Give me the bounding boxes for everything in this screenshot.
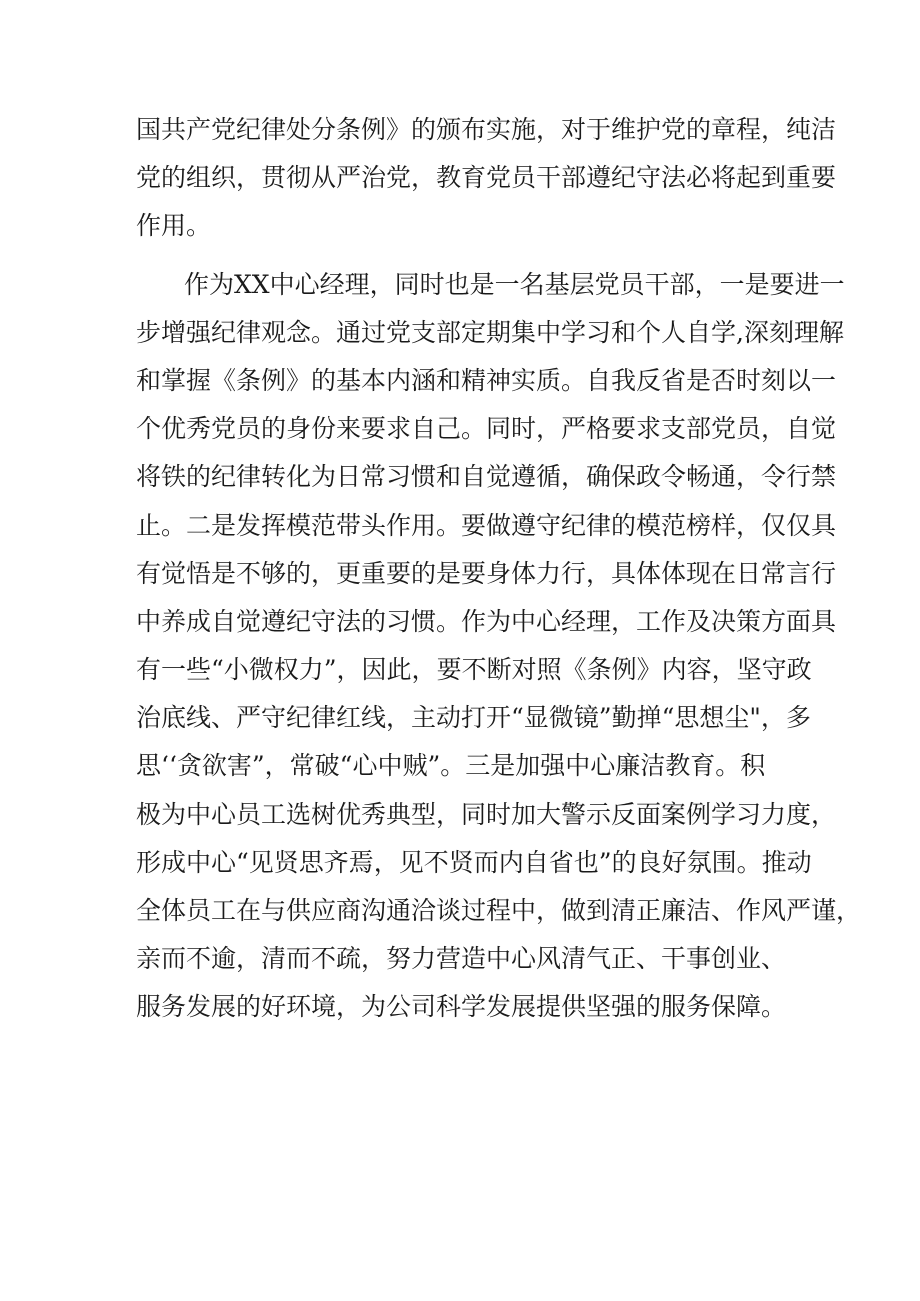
document-body [136, 106, 862, 1032]
text-line: 党的组织，贯彻从严治党，教育党员干部遵纪守法必将起到重要 [136, 163, 837, 193]
text-line: 国共产党纪律处分条例》的颁布实施，对于维护党的章程，纯洁 [136, 115, 837, 144]
text-line: 个优秀党员的身份来要求自己。同时，严格要求支部党员，自觉 [136, 414, 837, 444]
text-line: 思‘‘贪欲害”，常破“心中贼”。三是加强中心廉洁教育。积 [136, 751, 766, 781]
text-line: 作为XX中心经理，同时也是一名基层党员干部，一是要进一 [184, 269, 845, 299]
text-line: 有一些“小微权力”，因此，要不断对照《条例》内容，坚守政 [136, 655, 812, 685]
text-line: 全体员工在与供应商沟通洽谈过程中，做到清正廉洁、作风严谨， [136, 896, 862, 925]
text-line: 和掌握《条例》的基本内涵和精神实质。自我反省是否时刻以一 [136, 365, 837, 395]
paragraph-1 [136, 106, 837, 251]
text-line: 止。二是发挥模范带头作用。要做遵守纪律的模范榜样，仅仅具 [136, 510, 837, 540]
text-line: 形成中心“见贤思齐焉，见不贤而内自省也”的良好氛围。推动 [136, 847, 812, 877]
paragraph-2 [136, 261, 862, 1032]
text-line: 将铁的纪律转化为日常习惯和自觉遵循，确保政令畅通，令行禁 [136, 462, 837, 492]
text-line: 极为中心员工选树优秀典型，同时加大警示反面案例学习力度， [136, 799, 837, 829]
text-line: 有觉悟是不够的，更重要的是要身体力行，具体体现在日常言行 [136, 558, 837, 588]
text-line: 服务发展的好环境，为公司科学发展提供坚强的服务保障。 [136, 992, 787, 1022]
text-line: 作用。 [136, 211, 212, 241]
text-line: 亲而不逾，清而不疏，努力营造中心风清气正、干事创业、 [136, 944, 787, 974]
text-line: 治底线、严守纪律红线，主动打开“显微镜”勤掸“思想尘"，多 [136, 703, 811, 733]
text-line: 步增强纪律观念。通过党支部定期集中学习和个人自学,深刻理解 [136, 317, 844, 347]
text-line: 中养成自觉遵纪守法的习惯。作为中心经理，工作及决策方面具 [136, 606, 837, 636]
paragraph-gap [136, 251, 796, 261]
